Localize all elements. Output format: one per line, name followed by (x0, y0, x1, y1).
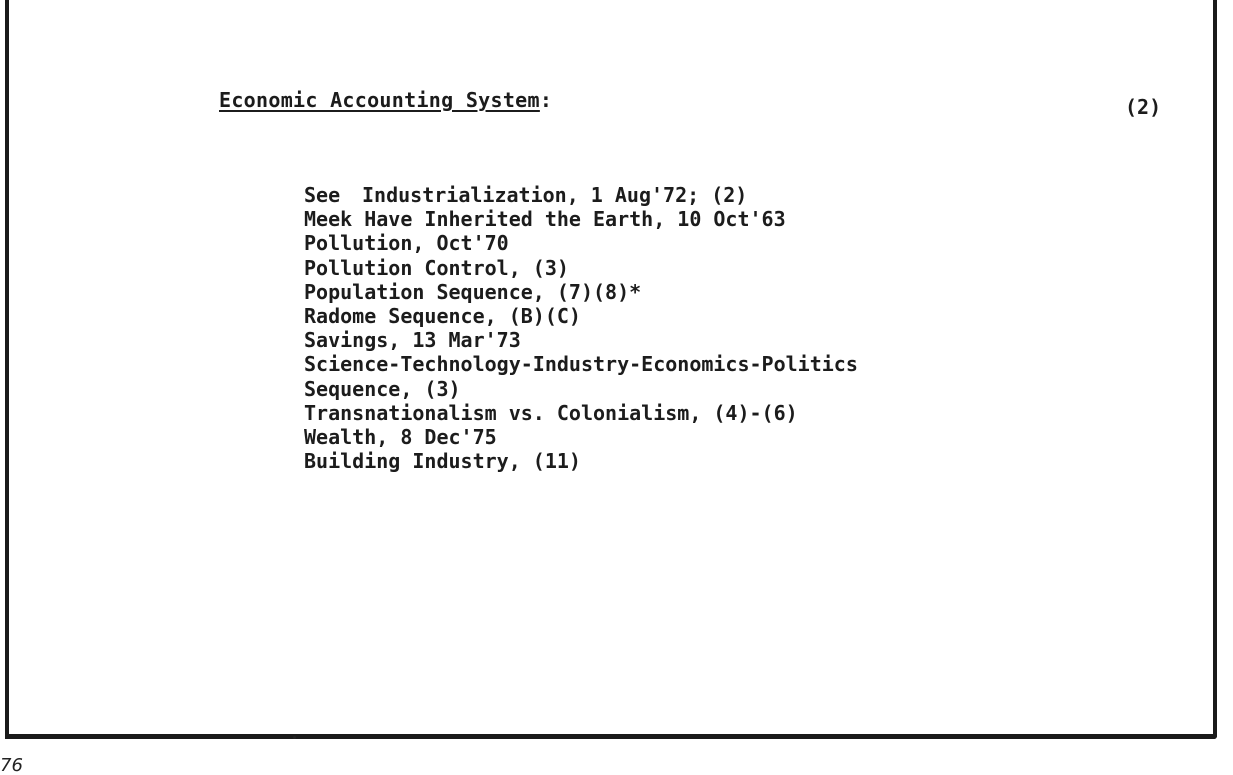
list-item: Radome Sequence, (B)(C) (304, 304, 581, 329)
heading-colon: : (539, 88, 553, 112)
list-item: Pollution Control, (3) (304, 255, 569, 280)
cross-reference-list (304, 183, 858, 473)
list-item: Savings, 13 Mar'73 (304, 328, 521, 353)
entry-text: Industrialization, 1 Aug'72; (2) (362, 183, 748, 207)
list-item: Population Sequence, (7)(8)* (304, 279, 642, 304)
list-item: Meek Have Inherited the Earth, 10 Oct'63 (304, 207, 786, 232)
list-item: Wealth, 8 Dec'75 (304, 425, 497, 450)
ink-speck (293, 736, 296, 739)
list-item: Building Industry, (11) (304, 449, 581, 474)
card-heading (219, 88, 552, 112)
list-item: Pollution, Oct'70 (304, 231, 509, 256)
list-item: Transnationalism vs. Colonialism, (4)-(6) (304, 400, 798, 425)
list-item: Science-Technology-Industry-Economics-Politics (304, 352, 858, 377)
heading-text: Economic Accounting System (219, 88, 540, 112)
list-item (304, 183, 858, 207)
list-item-continuation: Sequence, (3) (304, 376, 461, 401)
card-page-reference: (2) (1125, 95, 1162, 119)
page-number: 76 (0, 755, 23, 775)
see-label: See (304, 183, 341, 207)
